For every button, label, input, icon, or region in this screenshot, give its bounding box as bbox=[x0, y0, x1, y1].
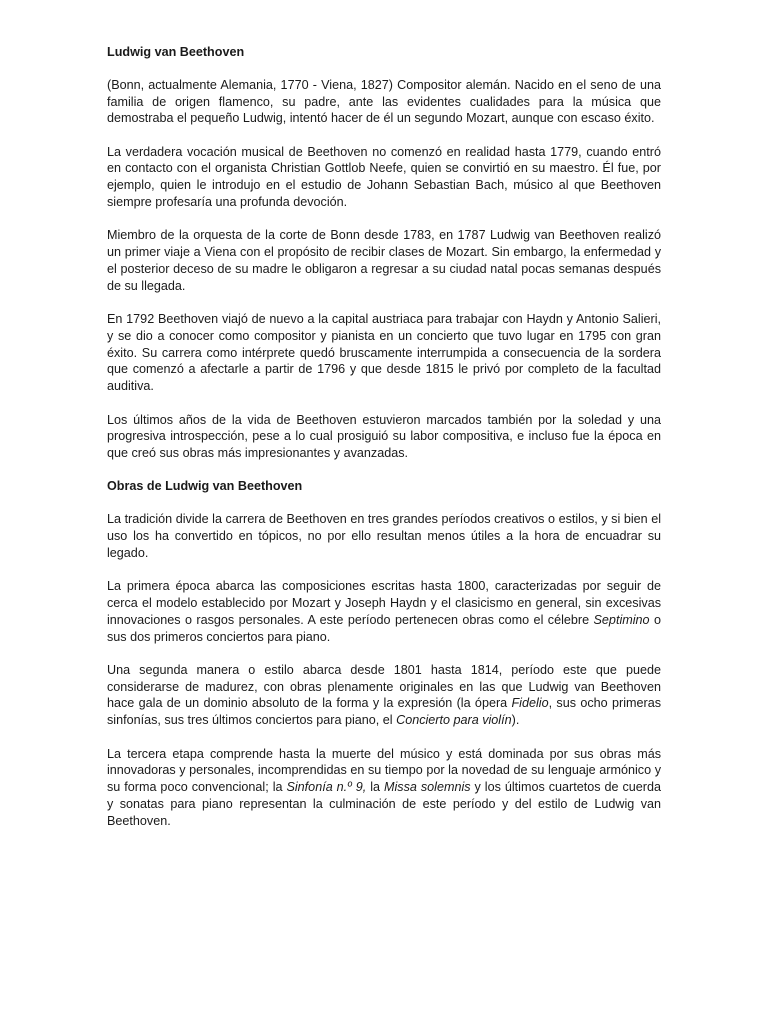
text-run: La primera época abarca las composiciones escritas hasta 1800, caracterizadas por seguir de cerca el modelo establecido por Mozart y Joseph Haydn y el clasicismo en general, sin excesivas innovaciones o rasgos personales. A este período pertenecen obras como el célebre bbox=[107, 579, 661, 627]
paragraph-intro: (Bonn, actualmente Alemania, 1770 - Viena, 1827) Compositor alemán. Nacido en el seno de una familia de origen flamenco, su padre, ante las evidentes cualidades para la música que demostraba el pequeño Ludwig, intentó hacer de él un segundo Mozart, aunque con escaso éxito. bbox=[107, 77, 661, 126]
text-run: ). bbox=[511, 713, 520, 728]
document-title: Ludwig van Beethoven bbox=[107, 45, 245, 59]
text-run: , sus ocho primeras sinfonías, sus tres últimos conciertos para piano, el bbox=[107, 696, 661, 728]
text-run: Una segunda manera o estilo abarca desde 1801 hasta 1814, período este que puede considerarse de madurez, con obras plenamente originales en las que Ludwig van Beethoven hace gala de un dominio absoluto de la forma y la expresión (la ópera bbox=[107, 662, 661, 711]
work-title-missa-solemnis: Missa solemnis bbox=[384, 780, 471, 795]
paragraph-second-period bbox=[107, 662, 661, 729]
text-run: o sus dos primeros conciertos para piano. bbox=[107, 612, 661, 644]
work-title-ninth-symphony: Sinfonía n.º 9, bbox=[286, 780, 367, 795]
work-title-septimino: Septimino bbox=[593, 612, 650, 627]
document-page bbox=[107, 44, 661, 846]
text-run: La tercera etapa comprende hasta la muerte del músico y está dominada por sus obras más innovadoras y personales, incomprendidas en su tiempo por la novedad de su lenguaje armónico y su forma poco convencional; la bbox=[107, 746, 661, 795]
paragraph-periods: La tradición divide la carrera de Beethoven en tres grandes períodos creativos o estilos, y si bien el uso los ha convertido en tópicos, no por ello resultan menos útiles a la hora de encuadrar su legado. bbox=[107, 512, 661, 560]
section-heading-works: Obras de Ludwig van Beethoven bbox=[107, 479, 303, 494]
paragraph-first-period bbox=[107, 578, 661, 645]
text-run: la bbox=[366, 780, 384, 795]
paragraph-bonn-orchestra: Miembro de la orquesta de la corte de Bonn desde 1783, en 1787 Ludwig van Beethoven realizó un primer viaje a Viena con el propósito de recibir clases de Mozart. Sin embargo, la enfermedad y el posterior deceso de su madre le obligaron a regresar a su ciudad natal pocas semanas después de su llegada. bbox=[107, 228, 661, 293]
paragraph-vienna-career: En 1792 Beethoven viajó de nuevo a la capital austriaca para trabajar con Haydn y Antonio Salieri, y se dio a conocer como compositor y pianista en un concierto que tuvo lugar en 1795 con gran éxito. Su carrera como intérprete quedó bruscamente interrumpida a consecuencia de la sordera que comenzó a afectarle a partir de 1796 y que desde 1815 le privó por completo de la facultad auditiva. bbox=[107, 312, 661, 394]
work-title-fidelio: Fidelio bbox=[511, 696, 549, 711]
paragraph-last-years: Los últimos años de la vida de Beethoven estuvieron marcados también por la soledad y una progresiva introspección, pese a lo cual prosiguió su labor compositiva, e incluso fue la época en que creó sus obras más impresionantes y avanzadas. bbox=[107, 412, 661, 461]
text-run: y los últimos cuartetos de cuerda y sonatas para piano representan la culminación de este período y del estilo de Ludwig van Beethoven. bbox=[107, 780, 661, 828]
paragraph-vocation: La verdadera vocación musical de Beethoven no comenzó en realidad hasta 1779, cuando entró en contacto con el organista Christian Gottlob Neefe, quien se convirtió en su maestro. Él fue, por ejemplo, quien le introdujo en el estudio de Johann Sebastian Bach, músico al que Beethoven siempre profesaría una profunda devoción. bbox=[107, 144, 661, 210]
paragraph-third-period bbox=[107, 746, 661, 830]
work-title-violin-concerto: Concierto para violín bbox=[396, 713, 512, 728]
